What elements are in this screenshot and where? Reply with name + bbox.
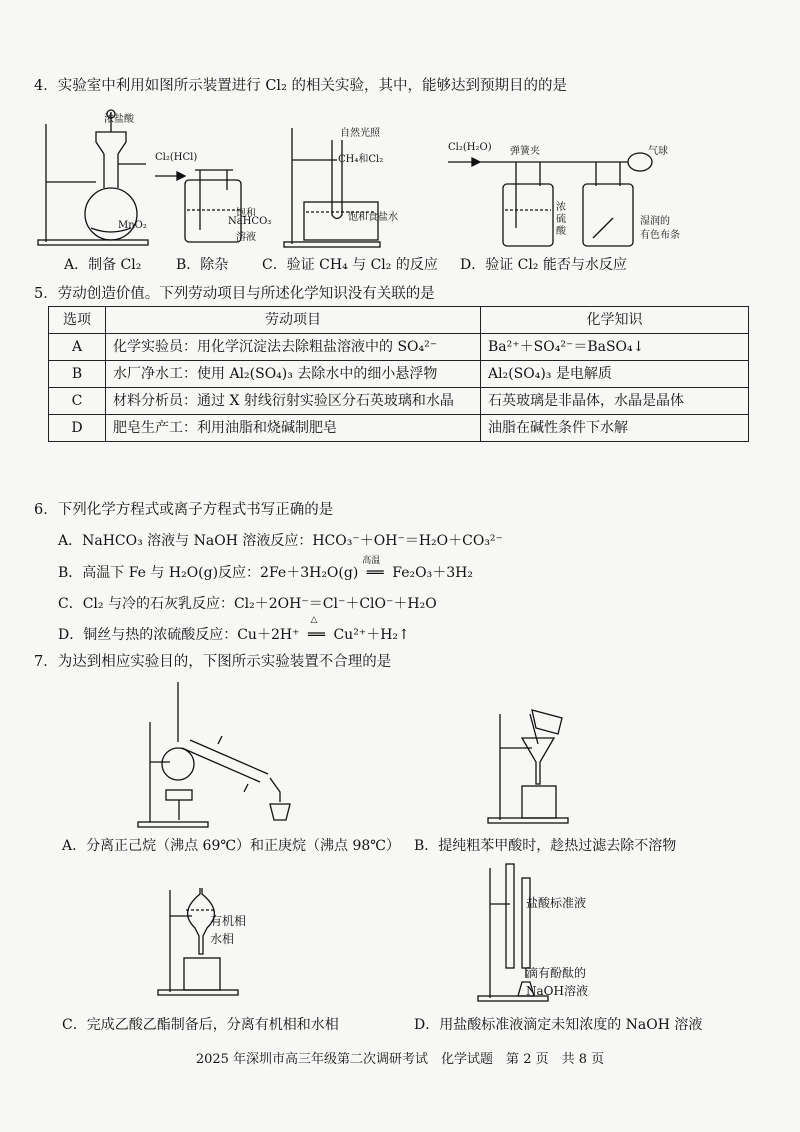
header-knowledge: 化学知识 <box>481 307 749 334</box>
q4-apparatus-c <box>282 120 382 250</box>
row-task: 化学实验员：用化学沉淀法去除粗盐溶液中的 SO₄²⁻ <box>106 334 481 361</box>
q7-option-a: A．分离正己烷（沸点 69℃）和正庚烷（沸点 98℃） <box>62 838 400 854</box>
row-knowledge: Ba²⁺＋SO₄²⁻＝BaSO₄↓ <box>481 334 749 361</box>
label-sat-2: NaHCO₃ <box>228 216 272 227</box>
q7-apparatus-c <box>150 880 260 1000</box>
label-clip: 弹簧夹 <box>510 146 540 157</box>
row-task: 材料分析员：通过 X 射线衍射实验区分石英玻璃和水晶 <box>106 388 481 415</box>
q4-option-b: B．除杂 <box>176 257 229 273</box>
page-footer: 2025 年深圳市高三年级第二次调研考试 化学试题 第 2 页 共 8 页 <box>195 1052 605 1067</box>
question-6-stem: 6．下列化学方程式或离子方程式书写正确的是 <box>34 502 334 518</box>
q7-apparatus-b <box>480 704 590 826</box>
label-organic: 有机相 <box>210 914 247 928</box>
label-conc-hcl: 浓盐酸 <box>104 114 134 125</box>
row-option: B <box>49 361 106 388</box>
q7-apparatus-a <box>130 672 310 832</box>
label-cloth-2: 有色布条 <box>640 230 680 241</box>
q6-option-a: A．NaHCO₃ 溶液与 NaOH 溶液反应：HCO₃⁻＋OH⁻＝H₂O＋CO₃²⁻ <box>58 533 503 549</box>
label-aqueous: 水相 <box>210 932 235 946</box>
table-header-row <box>49 307 749 334</box>
label-phenol-1: 滴有酚酞的 <box>526 966 587 980</box>
q6-d-arrow: △ ══ <box>308 615 325 643</box>
label-phenol-2: NaOH溶液 <box>526 984 588 998</box>
q7-option-c: C．完成乙酸乙酯制备后，分离有机相和水相 <box>62 1017 339 1033</box>
row-option: D <box>49 415 106 442</box>
question-5-stem: 5．劳动创造价值。下列劳动项目与所述化学知识没有关联的是 <box>34 286 435 302</box>
q6-option-c: C．Cl₂ 与冷的石灰乳反应：Cl₂＋2OH⁻＝Cl⁻＋ClO⁻＋H₂O <box>58 596 437 612</box>
label-hcl-std: 盐酸标准液 <box>526 896 587 910</box>
q4-option-c: C．验证 CH₄ 与 Cl₂ 的反应 <box>262 257 438 273</box>
row-option: A <box>49 334 106 361</box>
q4-option-a: A．制备 Cl₂ <box>64 257 142 273</box>
q6-b-arrow: 高温 ══ <box>358 565 392 581</box>
q4-option-d: D．验证 Cl₂ 能否与水反应 <box>460 257 627 273</box>
question-7-stem: 7．为达到相应实验目的，下图所示实验装置不合理的是 <box>34 654 392 670</box>
q6-d-condition: △ <box>310 615 318 625</box>
row-option: C <box>49 388 106 415</box>
table-row <box>49 415 749 442</box>
q6-option-d <box>58 615 410 644</box>
q6-b-right: Fe₂O₃＋3H₂ <box>392 565 473 581</box>
q6-d-left: D．铜丝与热的浓硫酸反应：Cu＋2H⁺ <box>58 627 300 643</box>
q7-option-b: B．提纯粗苯甲酸时，趁热过滤去除不溶物 <box>414 838 677 854</box>
header-task: 劳动项目 <box>106 307 481 334</box>
table-row <box>49 361 749 388</box>
header-option: 选项 <box>49 307 106 334</box>
row-task: 肥皂生产工：利用油脂和烧碱制肥皂 <box>106 415 481 442</box>
label-ch4-cl2: CH₄和Cl₂ <box>338 154 384 165</box>
row-knowledge: 油脂在碱性条件下水解 <box>481 415 749 442</box>
label-h2so4-2: 硫 <box>556 214 566 225</box>
q6-b-condition: 高温 <box>362 556 381 566</box>
label-light: 自然光照 <box>340 128 380 139</box>
label-sat-3: 溶液 <box>236 232 256 243</box>
q6-option-b <box>58 556 473 582</box>
label-balloon: 气球 <box>648 146 668 157</box>
label-h2so4-1: 浓 <box>556 202 566 213</box>
row-knowledge: 石英玻璃是非晶体，水晶是晶体 <box>481 388 749 415</box>
label-cl2-h2o: Cl₂(H₂O) <box>448 142 492 153</box>
label-cloth-1: 湿润的 <box>640 216 670 227</box>
table-row <box>49 388 749 415</box>
table-row <box>49 334 749 361</box>
row-knowledge: Al₂(SO₄)₃ 是电解质 <box>481 361 749 388</box>
q5-table <box>48 306 749 442</box>
label-sat-1: 饱和 <box>236 208 256 219</box>
q6-b-left: B．高温下 Fe 与 H₂O(g)反应：2Fe＋3H₂O(g) <box>58 565 359 581</box>
question-4-stem: 4．实验室中利用如图所示装置进行 Cl₂ 的相关实验，其中，能够达到预期目的的是 <box>34 78 567 94</box>
label-brine: 饱和食盐水 <box>348 212 398 223</box>
q7-option-d: D．用盐酸标准液滴定未知浓度的 NaOH 溶液 <box>414 1017 703 1033</box>
q6-d-right: Cu²⁺＋H₂↑ <box>333 627 410 643</box>
label-cl2-hcl: Cl₂(HCl) <box>155 152 198 163</box>
label-h2so4-3: 酸 <box>556 226 566 237</box>
row-task: 水厂净水工：使用 Al₂(SO₄)₃ 去除水中的细小悬浮物 <box>106 361 481 388</box>
label-mno2: MnO₂ <box>118 220 147 231</box>
